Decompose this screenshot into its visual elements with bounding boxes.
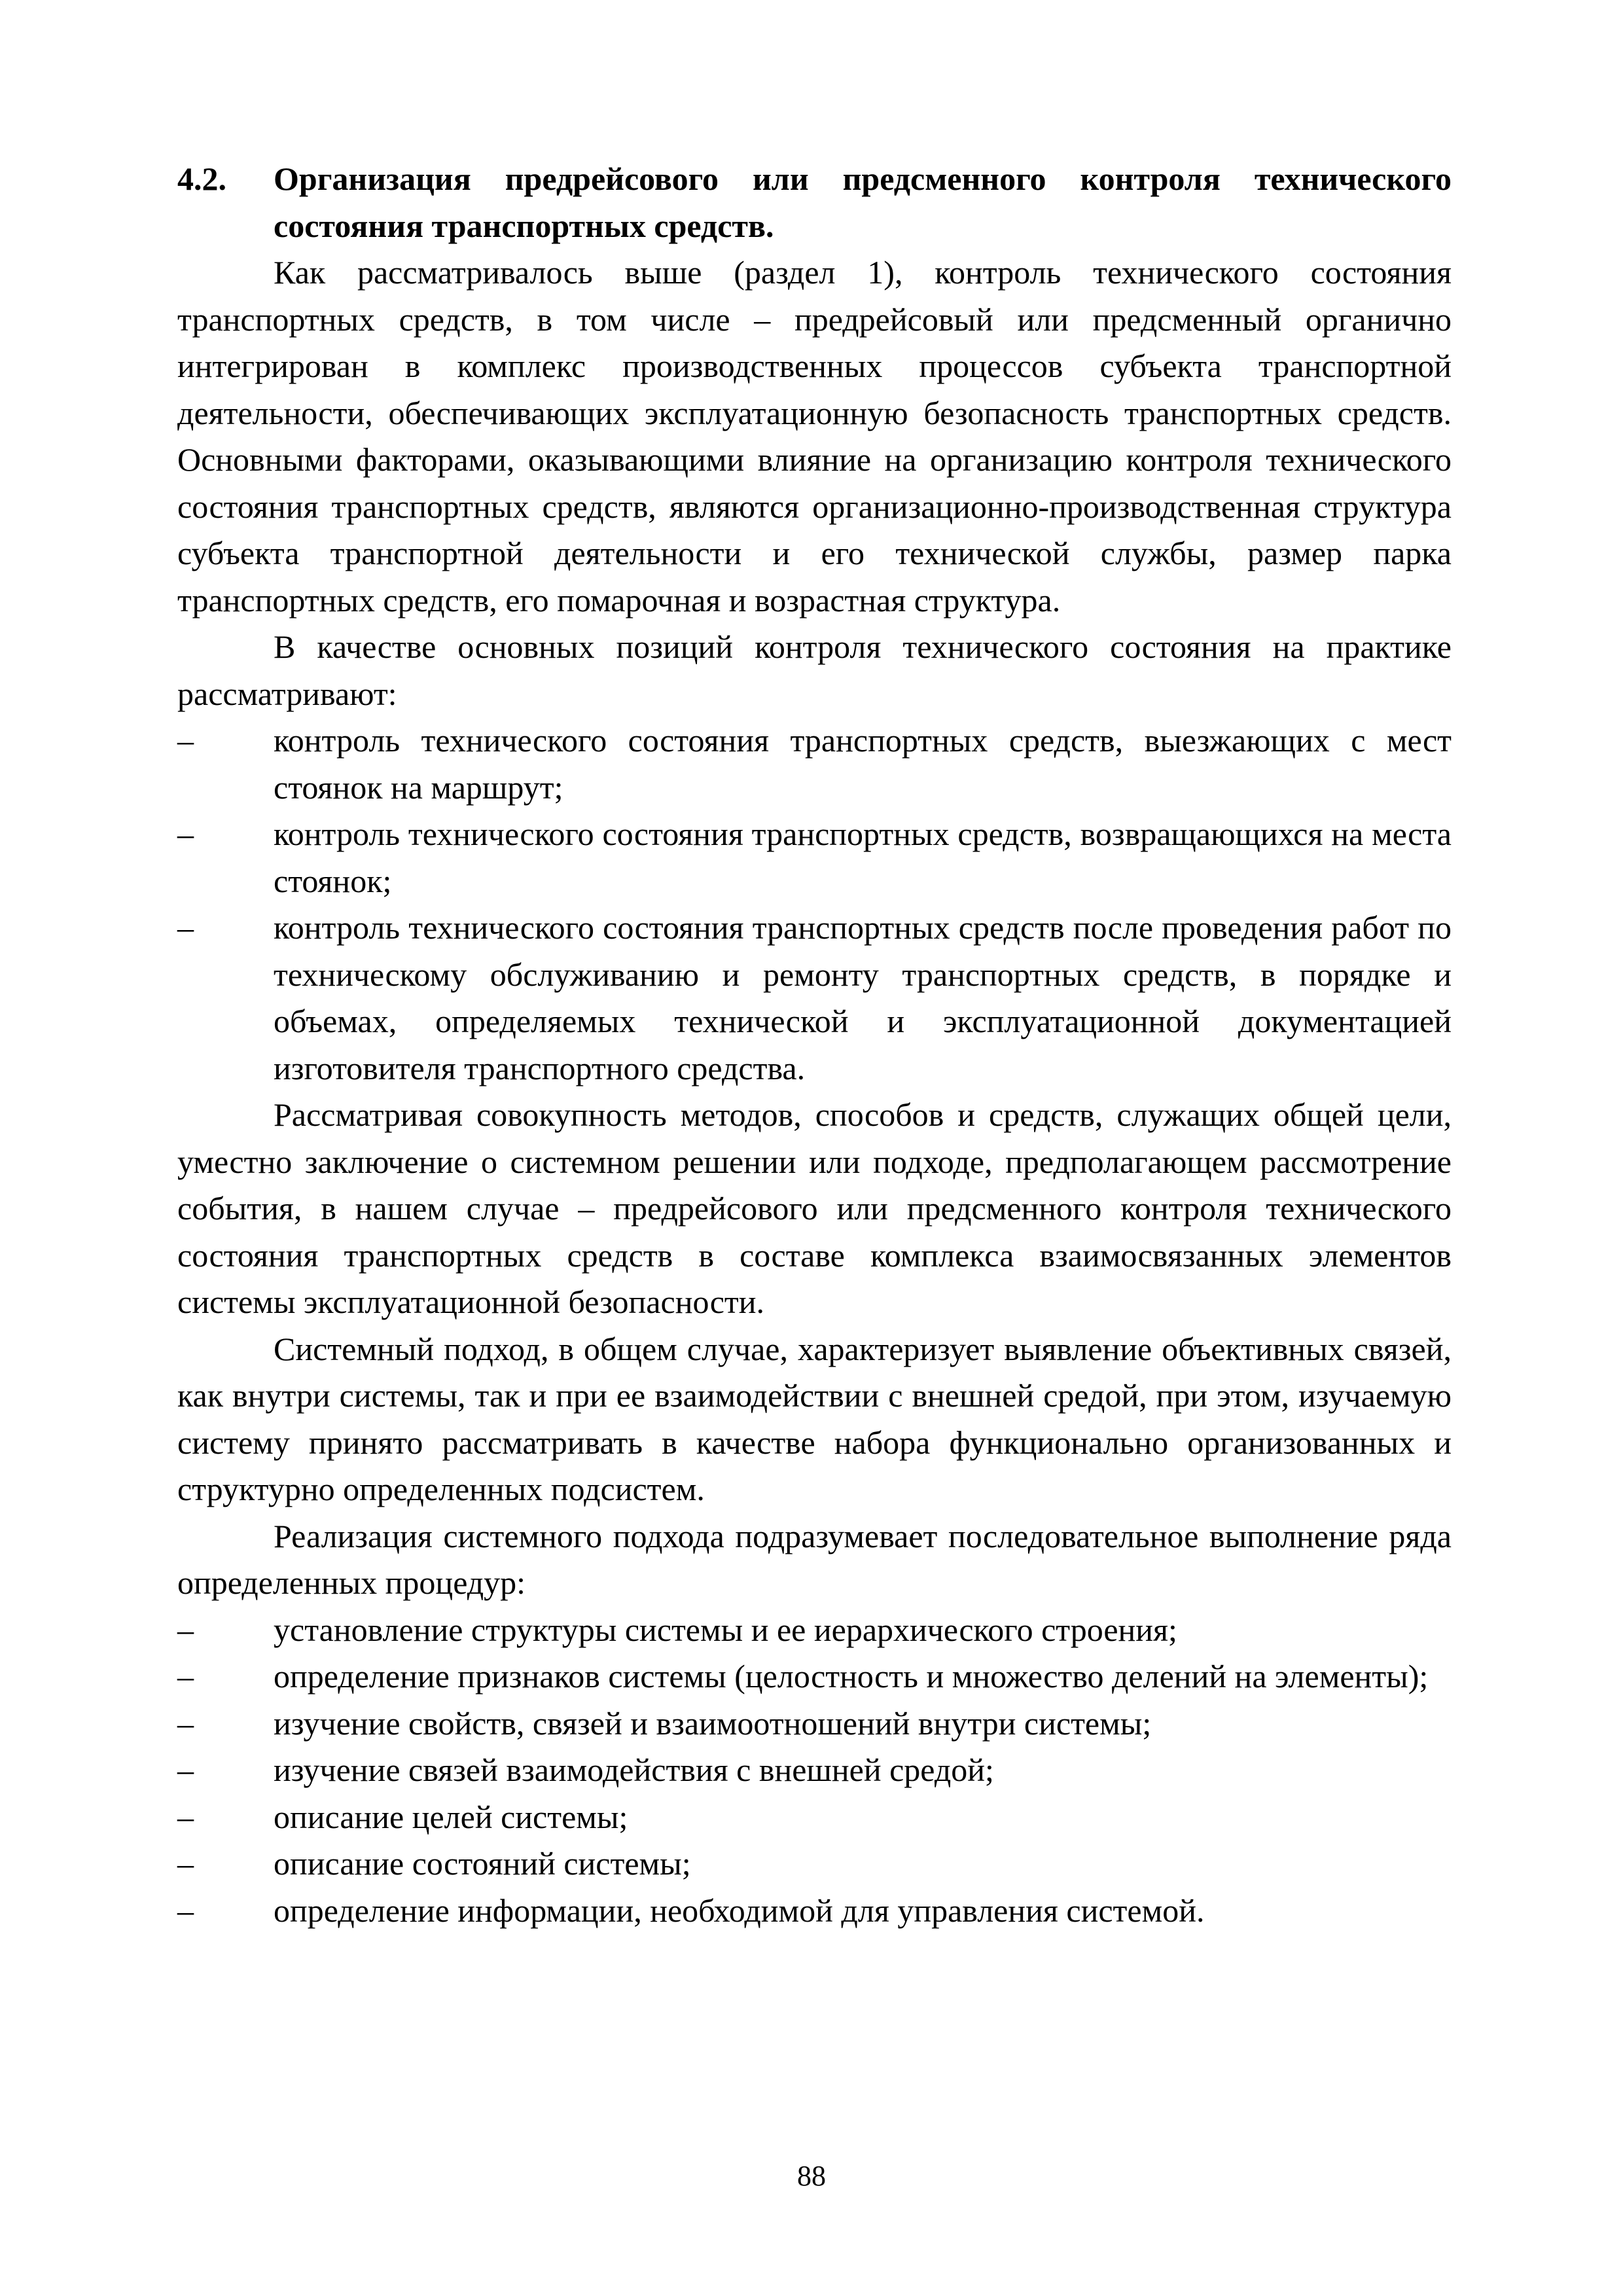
list-dash: – [177,816,194,852]
list-dash: – [177,722,194,759]
list-dash: – [177,1892,194,1929]
paragraph-intro: Как рассматривалось выше (раздел 1), контроль технического состояния транспортных средств, в том числе – предрейсовый или предсменный органично интегрирован в комплекс производственных процессов субъекта транспортной деятельности, обеспечивающих эксплуатационную безопасность транспортных средств. Основными факторами, оказывающими влияние на организацию контроля технического состояния транспортных средств, являются организационно-производственная структура субъекта транспортной деятельности и его технической службы, размер парка транспортных средств, его помарочная и возрастная структура. [177,254,1452,619]
list-item-text: контроль технического состояния транспортных средств после проведения работ по техническому обслуживанию и ремонту транспортных средств, в порядке и объемах, определяемых технической и эксплуатационной документацией изготовителя транспортного средства. [274,909,1452,1086]
list-dash: – [177,909,194,946]
list-dash: – [177,1798,194,1835]
section-number: 4.2. [177,160,226,197]
list-item [177,717,1452,811]
control-positions-list [177,717,1452,1092]
list-item-text: определение признаков системы (целостность и множество делений на элементы); [274,1658,1429,1695]
list-item-text: описание целей системы; [274,1798,628,1835]
list-item [177,905,1452,1092]
list-item-text: контроль технического состояния транспортных средств, возвращающихся на места стоянок; [274,816,1452,899]
paragraph-system-approach: Системный подход, в общем случае, характеризует выявление объективных связей, как внутри системы, так и при ее взаимодействии с внешней средой, при этом, изучаемую систему принято рассматривать в качестве набора функционально организованных и структурно определенных подсистем. [177,1330,1452,1507]
section-title: Организация предрейсового или предсменного контроля технического состояния транспортных средств. [274,160,1452,244]
procedures-list [177,1607,1452,1935]
list-item-text: контроль технического состояния транспортных средств, выезжающих с мест стоянок на маршрут; [274,722,1452,806]
list-item [177,1700,1452,1748]
paragraph-procedures: Реализация системного подхода подразумевает последовательное выполнение ряда определенных процедур: [177,1517,1452,1601]
paragraph-system-solution: Рассматривая совокупность методов, способов и средств, служащих общей цели, уместно заключение о системном решении или подходе, предполагающем рассмотрение события, в нашем случае – предрейсового или предсменного контроля технического состояния транспортных средств в составе комплекса взаимосвязанных элементов системы эксплуатационной безопасности. [177,1096,1452,1320]
list-dash: – [177,1611,194,1648]
list-dash: – [177,1751,194,1788]
page-number: 88 [797,2160,826,2192]
list-item [177,1747,1452,1794]
list-item-text: описание состояний системы; [274,1845,691,1882]
list-item-text: изучение свойств, связей и взаимоотношений внутри системы; [274,1704,1152,1742]
list-dash: – [177,1658,194,1695]
section-heading [177,156,1452,249]
list-item-text: изучение связей взаимодействия с внешней средой; [274,1751,994,1788]
list-item-text: установление структуры системы и ее иерархического строения; [274,1611,1177,1648]
list-item [177,1653,1452,1700]
paragraph-control-positions: В качестве основных позиций контроля технического состояния на практике рассматривают: [177,628,1452,712]
list-item [177,1888,1452,1935]
list-dash: – [177,1704,194,1742]
page-content [177,156,1452,1934]
list-item-text: определение информации, необходимой для управления системой. [274,1892,1205,1929]
list-item [177,1840,1452,1888]
list-dash: – [177,1845,194,1882]
list-item [177,1607,1452,1654]
list-item [177,811,1452,905]
list-item [177,1794,1452,1841]
